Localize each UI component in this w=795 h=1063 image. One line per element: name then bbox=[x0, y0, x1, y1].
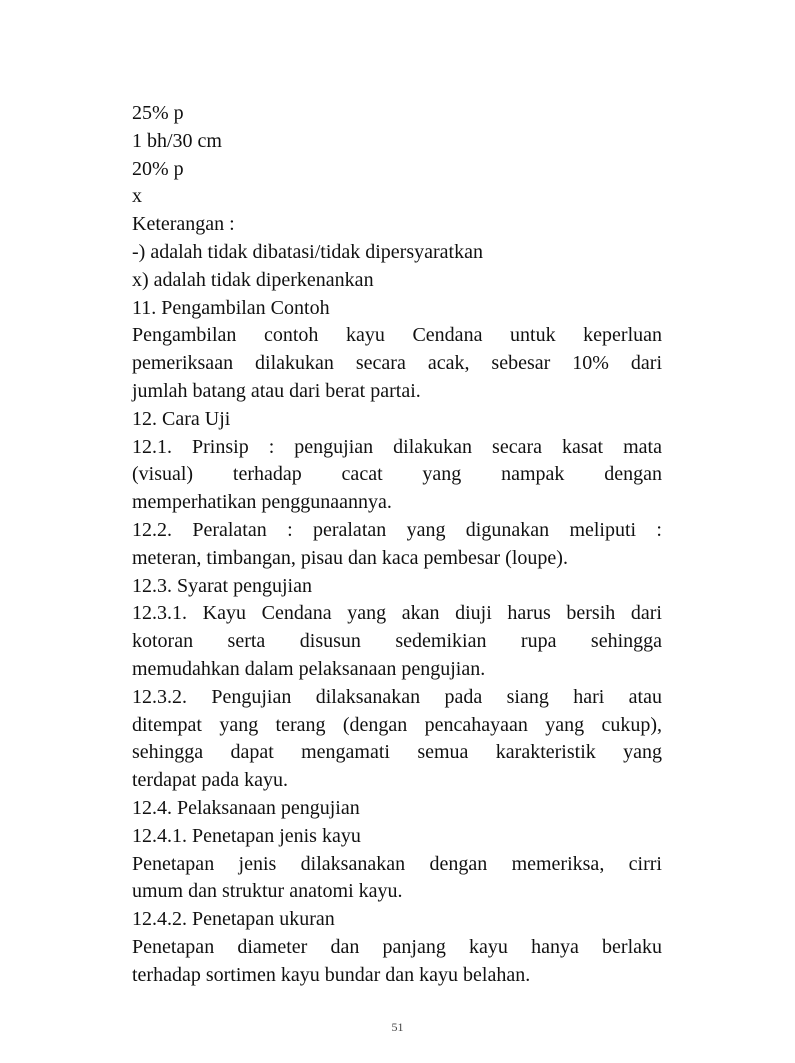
paragraph-line: kotoran serta disusun sedemikian rupa sehingga bbox=[132, 630, 662, 653]
subsection-heading-12-4: 12.4. Pelaksanaan pengujian bbox=[132, 796, 360, 819]
table-value-line: 25% p bbox=[132, 102, 184, 124]
table-value-line: 1 bh/30 cm bbox=[132, 129, 222, 152]
section-heading-12: 12. Cara Uji bbox=[132, 407, 231, 430]
paragraph-line: 12.3.2. Pengujian dilaksanakan pada siang hari atau bbox=[132, 685, 662, 708]
paragraph-line: 12.3.1. Kayu Cendana yang akan diuji harus bersih dari bbox=[132, 602, 662, 625]
paragraph-line: jumlah batang atau dari berat partai. bbox=[132, 379, 421, 402]
paragraph-line: sehingga dapat mengamati semua karakteristik yang bbox=[132, 741, 662, 764]
keterangan-item: -) adalah tidak dibatasi/tidak dipersyaratkan bbox=[132, 240, 483, 263]
paragraph-line: terhadap sortimen kayu bundar dan kayu belahan. bbox=[132, 963, 531, 986]
paragraph-line: Pengambilan contoh kayu Cendana untuk keperluan bbox=[132, 324, 662, 347]
paragraph-line: memudahkan dalam pelaksanaan pengujian. bbox=[132, 657, 486, 680]
paragraph-line: memperhatikan penggunaannya. bbox=[132, 491, 392, 514]
paragraph-line: Penetapan jenis dilaksanakan dengan memeriksa, cirri bbox=[132, 852, 662, 875]
table-value-line: x bbox=[132, 185, 142, 208]
paragraph-prinsip bbox=[132, 434, 662, 517]
section-heading-11: 11. Pengambilan Contoh bbox=[132, 296, 330, 319]
subsection-heading-12-4-2: 12.4.2. Penetapan ukuran bbox=[132, 908, 335, 931]
paragraph-line: 12.1. Prinsip : pengujian dilakukan secara kasat mata bbox=[132, 435, 662, 458]
paragraph-12-3-1 bbox=[132, 600, 662, 683]
paragraph-line: (visual) terhadap cacat yang nampak dengan bbox=[132, 463, 662, 486]
paragraph-line: terdapat pada kayu. bbox=[132, 769, 289, 792]
table-value-line: 20% p bbox=[132, 157, 184, 180]
paragraph-line: pemeriksaan dilakukan secara acak, sebesar 10% dari bbox=[132, 352, 662, 375]
paragraph-line: umum dan struktur anatomi kayu. bbox=[132, 880, 403, 903]
paragraph-12-4-2 bbox=[132, 934, 662, 990]
subsection-heading-12-3: 12.3. Syarat pengujian bbox=[132, 574, 312, 597]
paragraph-line: meteran, timbangan, pisau dan kaca pembesar (loupe). bbox=[132, 546, 568, 569]
paragraph-12-4-1 bbox=[132, 851, 662, 907]
paragraph-line: Penetapan diameter dan panjang kayu hanya berlaku bbox=[132, 935, 662, 958]
paragraph-line: ditempat yang terang (dengan pencahayaan yang cukup), bbox=[132, 713, 662, 736]
page-number: 51 bbox=[391, 1020, 404, 1034]
keterangan-title: Keterangan : bbox=[132, 213, 235, 236]
keterangan-item: x) adalah tidak diperkenankan bbox=[132, 268, 374, 291]
paragraph-pengambilan-contoh bbox=[132, 322, 662, 405]
paragraph-line: 12.2. Peralatan : peralatan yang digunakan meliputi : bbox=[132, 518, 662, 541]
subsection-heading-12-4-1: 12.4.1. Penetapan jenis kayu bbox=[132, 824, 361, 847]
paragraph-peralatan bbox=[132, 517, 662, 573]
document-page bbox=[132, 100, 662, 990]
paragraph-12-3-2 bbox=[132, 684, 662, 795]
